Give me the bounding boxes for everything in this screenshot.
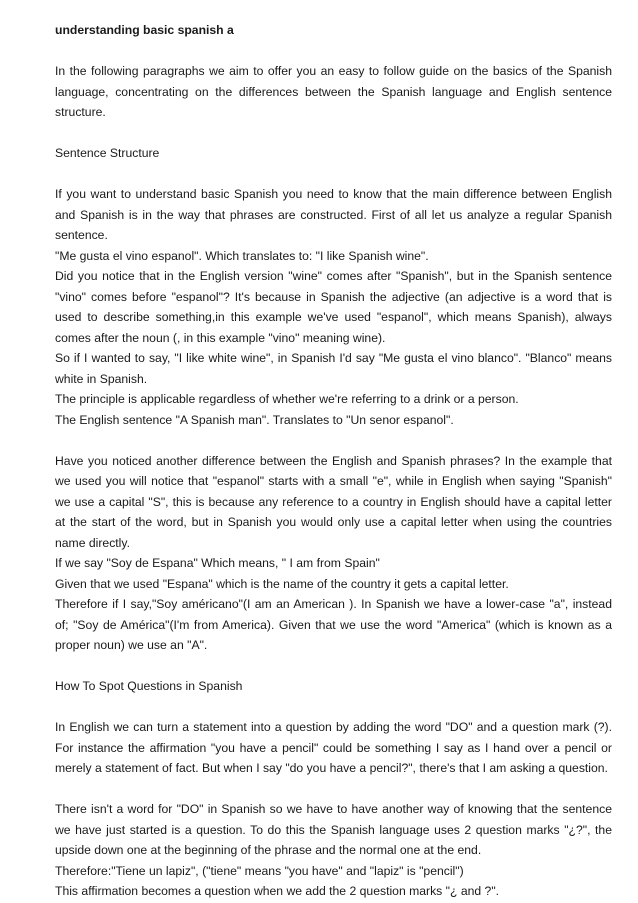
paragraph: Therefore if I say,"Soy américano"(I am an American ). In Spanish we have a lower-case "a", instead of; "Soy de América"(I'm from America). Given that we use the word "America" (which is known as a proper noun) we use an "A". [55,597,612,652]
paragraph: So if I wanted to say, "I like white wine", in Spanish I'd say "Me gusta el vino blanco". "Blanco" means white in Spanish. [55,351,612,386]
paragraph: In English we can turn a statement into a question by adding the word "DO" and a question mark (?). For instance the affirmation "you have a pencil" could be something I say as I hand over a pencil or merely a statement of fact. But when I say "do you have a pencil?", there's that I am asking a question. [55,720,612,775]
paragraph: Have you noticed another difference between the English and Spanish phrases? In the example that we used you will notice that "espanol" starts with a small "e", while in English when saying "Spanish" we use a capital "S", this is because any reference to a country in English should have a capital letter at the start of the word, but in Spanish you would only use a capital letter when using the countries name directly. [55,453,612,550]
paragraph: Therefore:"Tiene un lapiz", ("tiene" means "you have" and "lapiz" is "pencil") [55,863,464,878]
paragraph: If we say "Soy de Espana" Which means, " I am from Spain" [55,556,380,570]
paragraph: Did you notice that in the English version "wine" comes after "Spanish", but in the Spanish sentence "vino" comes before "espanol"? It's because in Spanish the adjective (an adjective is a word that is used to describe something,in this example we've used "espanol", which means Spanish), always comes after the noun (, in this example "vino" meaning wine). [55,269,612,345]
paragraph: "Me gusta el vino espanol". Which translates to: "I like Spanish wine". [55,248,429,263]
paragraph: If you want to understand basic Spanish you need to know that the main difference between English and Spanish is in the way that phrases are constructed. First of all let us analyze a regular Spanish sentence. [55,187,612,242]
document-title: understanding basic spanish a [55,23,234,37]
document-page [55,20,612,902]
section-heading-questions: How To Spot Questions in Spanish [55,679,243,693]
paragraph: The English sentence "A Spanish man". Translates to "Un senor espanol". [55,412,454,427]
paragraph: This affirmation becomes a question when we add the 2 question marks "¿ and ?". [55,884,500,898]
paragraph: There isn't a word for "DO" in Spanish so we have to have another way of knowing that the sentence we have just started is a question. To do this the Spanish language uses 2 question marks "¿?", the upside down one at the beginning of the phrase and the normal one at the end. [55,802,612,857]
paragraph: The principle is applicable regardless of whether we're referring to a drink or a person. [55,392,519,406]
paragraph: Given that we used "Espana" which is the name of the country it gets a capital letter. [55,576,509,591]
intro-paragraph: In the following paragraphs we aim to offer you an easy to follow guide on the basics of the Spanish language, concentrating on the differences between the Spanish language and English sentence structure. [55,64,612,119]
section-heading-sentence-structure: Sentence Structure [55,146,160,160]
